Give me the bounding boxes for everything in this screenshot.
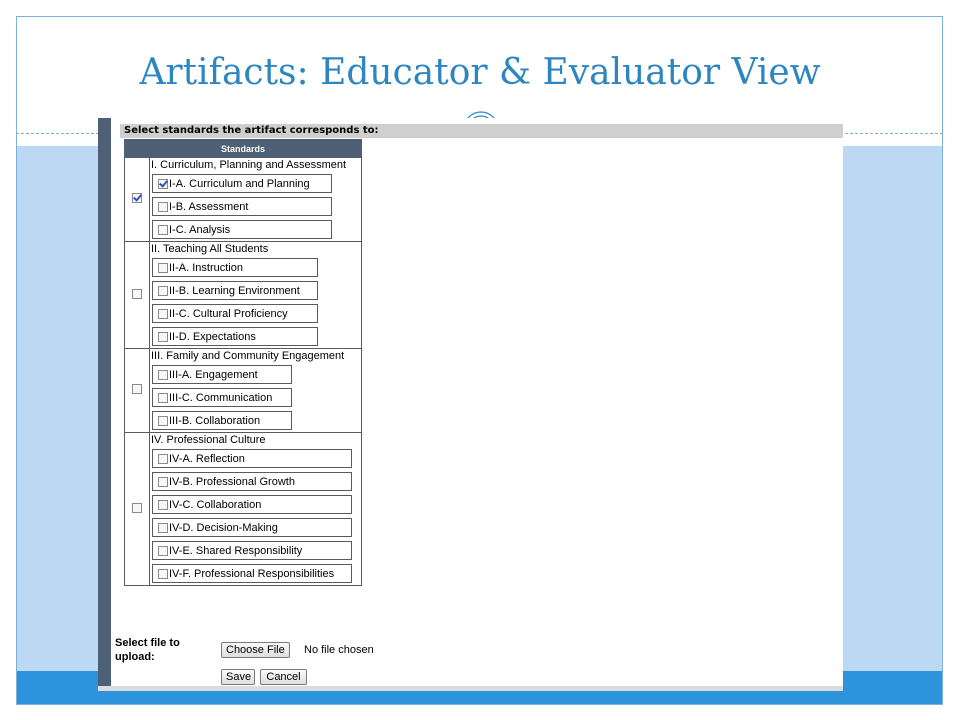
screenshot-panel	[98, 118, 843, 691]
group-checkbox[interactable]	[132, 289, 142, 299]
cancel-button[interactable]: Cancel	[260, 669, 307, 685]
sub-standard-label: III-A. Engagement	[169, 368, 258, 381]
sub-standard-checkbox[interactable]	[158, 393, 168, 403]
sub-standard-checkbox[interactable]	[158, 500, 168, 510]
sub-standard-label: II-B. Learning Environment	[169, 284, 300, 297]
sub-standard-label: IV-E. Shared Responsibility	[169, 544, 303, 557]
group-checkbox-cell	[125, 433, 150, 586]
sub-standard-label: I-C. Analysis	[169, 223, 231, 236]
standard-group-row	[125, 242, 362, 349]
sub-standard-label: IV-F. Professional Responsibilities	[169, 567, 335, 580]
standard-group-row	[125, 349, 362, 433]
sub-standard-item	[152, 220, 332, 239]
sub-standard-label: IV-A. Reflection	[169, 452, 245, 465]
sub-standard-checkbox[interactable]	[158, 225, 168, 235]
sub-standard-checkbox[interactable]	[158, 523, 168, 533]
group-title: I. Curriculum, Planning and Assessment	[151, 159, 347, 171]
standards-table	[124, 139, 362, 586]
group-content-cell	[150, 433, 362, 586]
sub-standard-list	[150, 363, 361, 432]
screenshot-bottom-bar	[98, 686, 843, 691]
sub-standard-label: IV-C. Collaboration	[169, 498, 262, 511]
no-file-chosen-text: No file chosen	[304, 644, 374, 656]
sub-standard-checkbox[interactable]	[158, 179, 168, 189]
sub-standard-checkbox[interactable]	[158, 569, 168, 579]
standard-group-row	[125, 158, 362, 242]
sub-standard-item	[152, 258, 318, 277]
sub-standard-label: II-C. Cultural Proficiency	[169, 307, 288, 320]
group-content-cell	[150, 158, 362, 242]
sub-standard-item	[152, 472, 352, 491]
sub-standard-item	[152, 281, 318, 300]
group-checkbox-cell	[125, 242, 150, 349]
sub-standard-item	[152, 541, 352, 560]
sub-standard-item	[152, 388, 292, 407]
screenshot-sidebar	[98, 118, 111, 691]
choose-file-button[interactable]: Choose File	[221, 642, 290, 658]
sub-standard-checkbox[interactable]	[158, 202, 168, 212]
sub-standard-checkbox[interactable]	[158, 286, 168, 296]
sub-standard-item	[152, 518, 352, 537]
group-checkbox[interactable]	[132, 384, 142, 394]
sub-standard-checkbox[interactable]	[158, 309, 168, 319]
sub-standard-item	[152, 327, 318, 346]
sub-standard-checkbox[interactable]	[158, 546, 168, 556]
standards-table-header: Standards	[125, 140, 362, 158]
sub-standard-checkbox[interactable]	[158, 263, 168, 273]
sub-standard-item	[152, 411, 292, 430]
group-content-cell	[150, 349, 362, 433]
sub-standard-label: I-B. Assessment	[169, 200, 249, 213]
group-checkbox-cell	[125, 349, 150, 433]
sub-standard-label: IV-D. Decision-Making	[169, 521, 278, 534]
sub-standard-list	[150, 447, 361, 585]
sub-standard-checkbox[interactable]	[158, 370, 168, 380]
sub-standard-label: IV-B. Professional Growth	[169, 475, 295, 488]
group-content-cell	[150, 242, 362, 349]
sub-standard-item	[152, 174, 332, 193]
group-checkbox-cell	[125, 158, 150, 242]
group-checkbox[interactable]	[132, 503, 142, 513]
sub-standard-list	[150, 172, 361, 241]
sub-standard-checkbox[interactable]	[158, 454, 168, 464]
sub-standard-checkbox[interactable]	[158, 477, 168, 487]
group-checkbox[interactable]	[132, 193, 142, 203]
group-title: II. Teaching All Students	[151, 243, 269, 255]
sub-standard-item	[152, 365, 292, 384]
sub-standard-item	[152, 495, 352, 514]
slide-title: Artifacts: Educator & Evaluator View	[139, 52, 821, 93]
sub-standard-label: II-D. Expectations	[169, 330, 256, 343]
standard-group-row	[125, 433, 362, 586]
sub-standard-label: I-A. Curriculum and Planning	[169, 177, 310, 190]
sub-standard-checkbox[interactable]	[158, 416, 168, 426]
sub-standard-item	[152, 304, 318, 323]
sub-standard-list	[150, 256, 361, 348]
form-heading: Select standards the artifact corresponds to:	[120, 124, 843, 138]
sub-standard-label: III-C. Communication	[169, 391, 273, 404]
upload-label: Select file to upload:	[115, 637, 180, 663]
sub-standard-item	[152, 197, 332, 216]
sub-standard-item	[152, 564, 352, 583]
group-title: III. Family and Community Engagement	[151, 350, 345, 362]
sub-standard-label: III-B. Collaboration	[169, 414, 261, 427]
sub-standard-item	[152, 449, 352, 468]
group-title: IV. Professional Culture	[151, 434, 266, 446]
save-button[interactable]: Save	[221, 669, 255, 685]
sub-standard-label: II-A. Instruction	[169, 261, 243, 274]
sub-standard-checkbox[interactable]	[158, 332, 168, 342]
